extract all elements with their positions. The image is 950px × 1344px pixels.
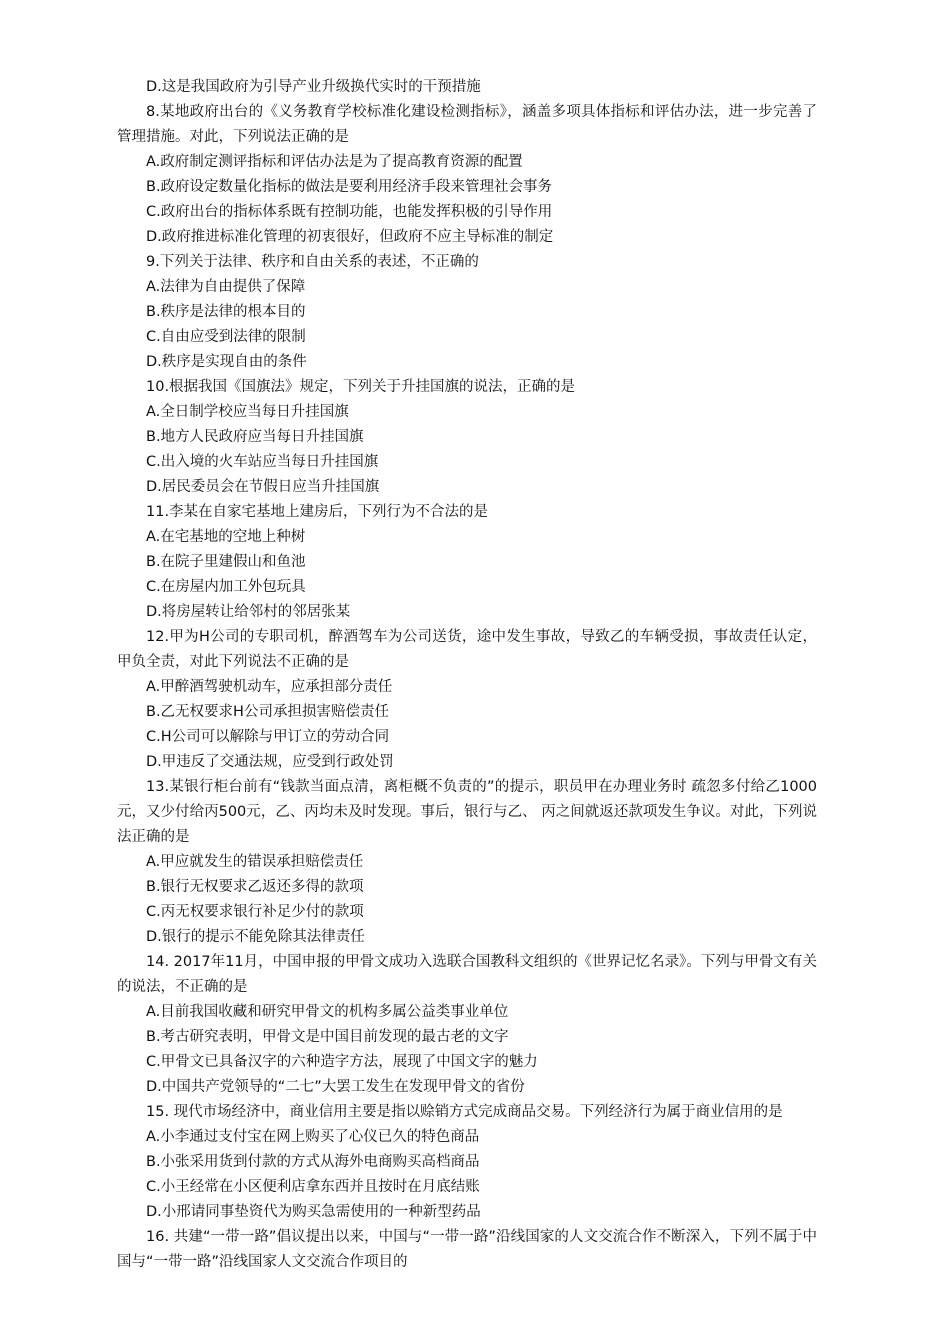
- q8-option-d: D.政府推进标准化管理的初衷很好，但政府不应主导标准的制定: [146, 229, 554, 245]
- q8-option-b: B.政府设定数量化指标的做法是要利用经济手段来管理社会事务: [146, 179, 553, 195]
- q13-stem: 13.某银行柜台前有“钱款当面点清，离柜概不负责的”的提示，职员甲在办理业务时 疏忽多付给乙1000元，又少付给丙500元，乙、丙均未及时发现。事后，银行与乙、 丙之间就返还款项发生争议。对此，下列说法正确的是: [117, 779, 817, 845]
- q14-option-a: A.目前我国收藏和研究甲骨文的机构多属公益类事业单位: [146, 1004, 509, 1020]
- q11-stem: 11.李某在自家宅基地上建房后，下列行为不合法的是: [146, 504, 489, 520]
- q10-option-b: B.地方人民政府应当每日升挂国旗: [146, 429, 364, 445]
- q14-option-b: B.考古研究表明，甲骨文是中国目前发现的最古老的文字: [146, 1029, 509, 1045]
- q11-option-d: D.将房屋转让给邻村的邻居张某: [146, 604, 351, 620]
- document-body: [117, 75, 817, 1275]
- q15-option-d: D.小邢请同事垫资代为购买急需使用的一种新型药品: [146, 1204, 481, 1220]
- q9-option-d: D.秩序是实现自由的条件: [146, 354, 307, 370]
- q10-stem: 10.根据我国《国旗法》规定，下列关于升挂国旗的说法，正确的是: [146, 379, 576, 395]
- q15-option-c: C.小王经常在小区便利店拿东西并且按时在月底结账: [146, 1179, 480, 1195]
- q13-option-a: A.甲应就发生的错误承担赔偿责任: [146, 854, 364, 870]
- q14-stem: 14. 2017年11月，中国申报的甲骨文成功入选联合国教科文组织的《世界记忆名录》。下列与甲骨文有关的说法，不正确的是: [117, 954, 817, 995]
- q15-stem: 15. 现代市场经济中，商业信用主要是指以赊销方式完成商品交易。下列经济行为属于商业信用的是: [146, 1104, 783, 1120]
- q9-option-a: A.法律为自由提供了保障: [146, 279, 306, 295]
- q12-option-a: A.甲醉酒驾驶机动车，应承担部分责任: [146, 679, 393, 695]
- q15-option-b: B.小张采用货到付款的方式从海外电商购买高档商品: [146, 1154, 480, 1170]
- q11-option-b: B.在院子里建假山和鱼池: [146, 554, 306, 570]
- q8-option-a: A.政府制定测评指标和评估办法是为了提高教育资源的配置: [146, 154, 523, 170]
- q14-option-c: C.甲骨文已具备汉字的六种造字方法，展现了中国文字的魅力: [146, 1054, 538, 1070]
- q9-option-c: C.自由应受到法律的限制: [146, 329, 306, 345]
- q16-stem: 16. 共建“一带一路”倡议提出以来，中国与“一带一路”沿线国家的人文交流合作不断深入，下列不属于中国与“一带一路”沿线国家人文交流合作项目的: [117, 1229, 817, 1270]
- q7-option-d: D.这是我国政府为引导产业升级换代实时的干预措施: [146, 79, 481, 95]
- q12-stem: 12.甲为H公司的专职司机，醉酒驾车为公司送货，途中发生事故，导致乙的车辆受损，事故责任认定，甲负全责，对此下列说法不正确的是: [117, 629, 817, 670]
- q10-option-a: A.全日制学校应当每日升挂国旗: [146, 404, 349, 420]
- q13-option-b: B.银行无权要求乙返还多得的款项: [146, 879, 364, 895]
- q8-stem: 8.某地政府出台的《义务教育学校标准化建设检测指标》，涵盖多项具体指标和评估办法，进一步完善了管理措施。对此，下列说法正确的是: [117, 104, 817, 145]
- q10-option-d: D.居民委员会在节假日应当升挂国旗: [146, 479, 380, 495]
- q12-option-b: B.乙无权要求H公司承担损害赔偿责任: [146, 704, 389, 720]
- q12-option-c: C.H公司可以解除与甲订立的劳动合同: [146, 729, 390, 745]
- q11-option-a: A.在宅基地的空地上种树: [146, 529, 306, 545]
- q10-option-c: C.出入境的火车站应当每日升挂国旗: [146, 454, 379, 470]
- q13-option-d: D.银行的提示不能免除其法律责任: [146, 929, 365, 945]
- q13-option-c: C.丙无权要求银行补足少付的款项: [146, 904, 364, 920]
- q14-option-d: D.中国共产党领导的“二七”大罢工发生在发现甲骨文的省份: [146, 1079, 525, 1095]
- q8-option-c: C.政府出台的指标体系既有控制功能，也能发挥积极的引导作用: [146, 204, 553, 220]
- q9-stem: 9.下列关于法律、秩序和自由关系的表述，不正确的: [146, 254, 479, 270]
- q12-option-d: D.甲违反了交通法规，应受到行政处罚: [146, 754, 394, 770]
- q15-option-a: A.小李通过支付宝在网上购买了心仪已久的特色商品: [146, 1129, 480, 1145]
- q9-option-b: B.秩序是法律的根本目的: [146, 304, 306, 320]
- q11-option-c: C.在房屋内加工外包玩具: [146, 579, 306, 595]
